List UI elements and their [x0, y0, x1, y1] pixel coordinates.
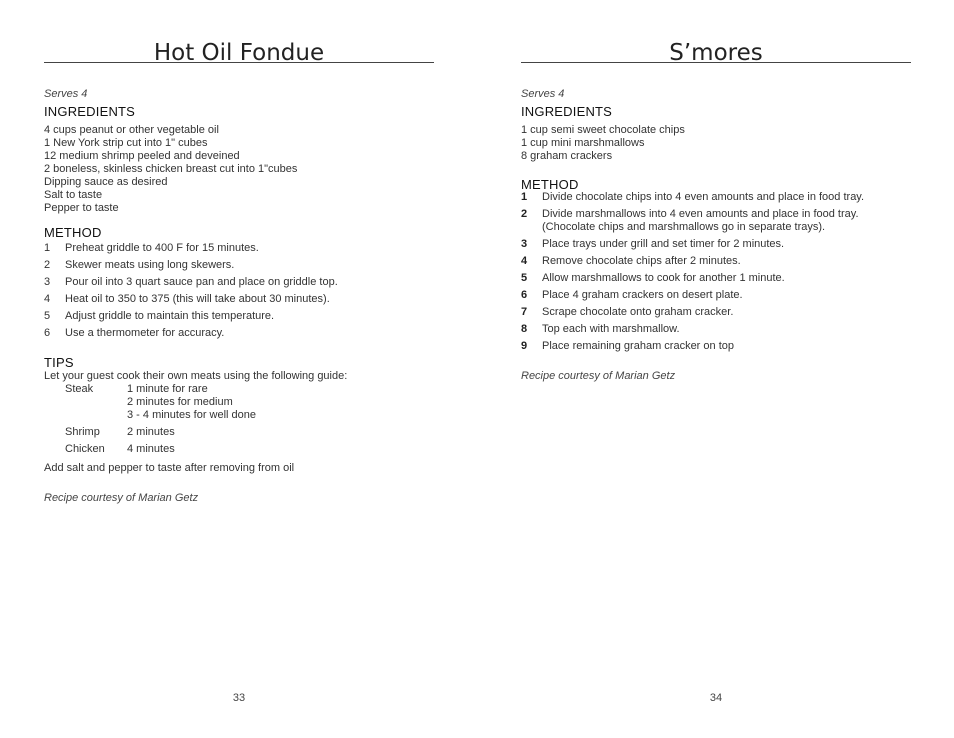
step-number: 8 [521, 323, 528, 335]
ingredient-item: Pepper to taste [44, 202, 119, 214]
step-number: 2 [44, 259, 51, 271]
method-step [521, 191, 911, 204]
ingredient-item: 8 graham crackers [521, 150, 613, 162]
page-left [44, 0, 434, 738]
method-heading: METHOD [44, 225, 102, 240]
method-step [521, 306, 911, 319]
method-step [521, 289, 911, 302]
step-text: Place 4 graham crackers on desert plate. [542, 289, 743, 301]
method-step [44, 242, 434, 255]
method-step [44, 293, 434, 306]
recipe-content [521, 88, 911, 383]
tip-value: 3 - 4 minutes for well done [127, 409, 257, 421]
ingredients-list [521, 124, 911, 163]
step-number: 7 [521, 306, 528, 318]
tip-values [127, 383, 256, 422]
step-text: Place remaining graham cracker on top [542, 340, 734, 352]
step-number: 4 [521, 255, 528, 267]
tip-name: Shrimp [65, 426, 100, 438]
step-text: Pour oil into 3 quart sauce pan and place on griddle top. [65, 276, 338, 288]
serves-text: Serves 4 [521, 88, 565, 100]
step-number: 5 [44, 310, 51, 322]
tip-value: 4 minutes [127, 443, 175, 455]
step-number: 6 [44, 327, 51, 339]
step-text: Place trays under grill and set timer for 2 minutes. [542, 238, 785, 250]
step-text: Divide marshmallows into 4 even amounts and place in food tray. (Chocolate chips and marshmallows go in separate trays). [542, 208, 859, 233]
method-step [521, 238, 911, 251]
method-steps [44, 242, 434, 340]
method-step [44, 259, 434, 272]
method-step [521, 255, 911, 268]
ingredient-item: 1 cup mini marshmallows [521, 137, 645, 149]
tip-value: 2 minutes [127, 426, 175, 438]
tip-values [127, 443, 175, 456]
step-text: Allow marshmallows to cook for another 1 minute. [542, 272, 785, 284]
title-block [521, 38, 911, 64]
step-text: Scrape chocolate onto graham cracker. [542, 306, 734, 318]
method-step [44, 276, 434, 289]
step-text: Adjust griddle to maintain this temperature. [65, 310, 275, 322]
step-text: Preheat griddle to 400 F for 15 minutes. [65, 242, 259, 254]
step-number: 3 [44, 276, 51, 288]
tips-heading: TIPS [44, 355, 74, 370]
recipe-content [44, 88, 434, 505]
step-number: 9 [521, 340, 528, 352]
tip-value: 2 minutes for medium [127, 396, 233, 408]
step-text: Top each with marshmallow. [542, 323, 680, 335]
method-step [521, 272, 911, 285]
ingredients-heading: INGREDIENTS [44, 104, 136, 119]
step-number: 6 [521, 289, 528, 301]
method-step [44, 310, 434, 323]
tip-name: Steak [65, 383, 94, 395]
step-number: 3 [521, 238, 528, 250]
tip-values [127, 426, 175, 439]
step-text: Skewer meats using long skewers. [65, 259, 235, 271]
step-number: 1 [44, 242, 51, 254]
ingredient-item: 4 cups peanut or other vegetable oil [44, 124, 219, 136]
ingredient-item: 12 medium shrimp peeled and deveined [44, 150, 240, 162]
method-step [521, 340, 911, 353]
tip-name: Chicken [65, 443, 105, 455]
title-block [44, 38, 434, 64]
ingredients-list [44, 124, 434, 215]
tip-row [44, 426, 434, 439]
ingredient-item: Dipping sauce as desired [44, 176, 168, 188]
ingredients-heading: INGREDIENTS [521, 104, 613, 119]
step-number: 4 [44, 293, 51, 305]
step-number: 1 [521, 191, 528, 203]
ingredient-item: 1 cup semi sweet chocolate chips [521, 124, 685, 136]
page-number: 33 [232, 692, 246, 704]
step-text: Heat oil to 350 to 375 (this will take about 30 minutes). [65, 293, 330, 305]
ingredient-item: Salt to taste [44, 189, 103, 201]
tips-after: Add salt and pepper to taste after removing from oil [44, 462, 295, 474]
page-right [521, 0, 911, 738]
tip-row [44, 443, 434, 456]
page-number: 34 [709, 692, 723, 704]
serves-text: Serves 4 [44, 88, 88, 100]
method-steps [521, 191, 911, 353]
tips-intro: Let your guest cook their own meats using the following guide: [44, 370, 348, 382]
method-heading: METHOD [521, 177, 579, 192]
recipe-courtesy: Recipe courtesy of Marian Getz [44, 492, 199, 504]
step-text: Use a thermometer for accuracy. [65, 327, 225, 339]
step-text: Divide chocolate chips into 4 even amounts and place in food tray. [542, 191, 865, 203]
recipe-courtesy: Recipe courtesy of Marian Getz [521, 370, 676, 382]
page-title: S’mores [669, 40, 763, 66]
step-text: Remove chocolate chips after 2 minutes. [542, 255, 741, 267]
step-number: 5 [521, 272, 528, 284]
ingredient-item: 1 New York strip cut into 1" cubes [44, 137, 208, 149]
tip-value: 1 minute for rare [127, 383, 208, 395]
method-step [44, 327, 434, 340]
ingredient-item: 2 boneless, skinless chicken breast cut into 1"cubes [44, 163, 298, 175]
step-number: 2 [521, 208, 528, 220]
method-step [521, 323, 911, 336]
tip-row [44, 383, 434, 422]
page-title: Hot Oil Fondue [153, 40, 325, 66]
method-step [521, 208, 911, 234]
